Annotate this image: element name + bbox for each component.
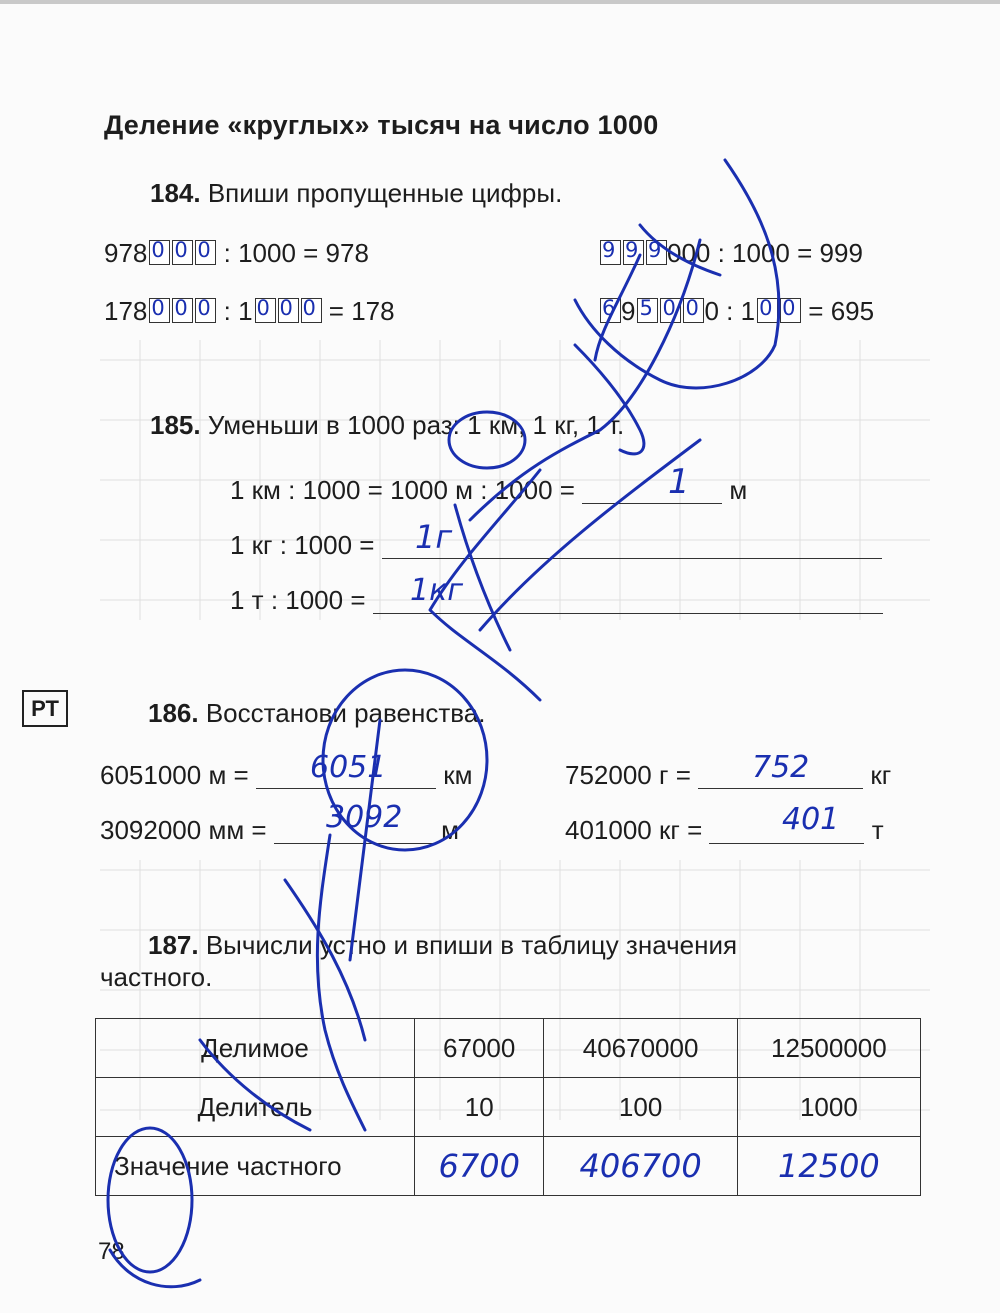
exercise-187-number: 187. (148, 930, 199, 960)
digit-box[interactable] (149, 298, 170, 323)
quotient-cell[interactable] (737, 1137, 920, 1196)
row-label-divisor: Делитель (96, 1078, 415, 1137)
quotient-cell[interactable] (415, 1137, 544, 1196)
table-row (96, 1019, 921, 1078)
box-digit: 0 (759, 296, 773, 320)
exercise-185-heading (150, 410, 624, 441)
box-digit: 9 (625, 238, 639, 262)
exercise-184-task: Впиши пропущенные цифры. (207, 178, 563, 208)
digit-box[interactable] (757, 298, 778, 323)
digit-box[interactable] (683, 298, 704, 323)
digit-box[interactable] (623, 240, 644, 265)
box-digit: 0 (256, 296, 270, 320)
ex184-row2-left (104, 296, 395, 327)
ex186-b-left: 752000 г = (565, 760, 691, 790)
ex186-c-left: 3092000 мм = (100, 815, 267, 845)
handwritten-answer: 401 (782, 802, 840, 837)
divisor-cell: 10 (415, 1078, 544, 1137)
ex186-c (100, 815, 459, 846)
handwritten-answer: 752 (752, 750, 810, 785)
handwritten-answer: 1 (668, 462, 690, 502)
ex185-line3 (230, 585, 883, 616)
ex184-row1-right (598, 238, 863, 269)
answer-blank[interactable] (582, 477, 722, 504)
page-top-edge (0, 0, 1000, 4)
ex184-row2-right (598, 296, 874, 327)
ex184-r2l-suffix: = 178 (328, 296, 395, 326)
box-digit: 0 (197, 238, 211, 262)
dividend-cell: 40670000 (544, 1019, 737, 1078)
ex185-line3-expr: 1 т : 1000 = (230, 585, 366, 615)
digit-box[interactable] (646, 240, 667, 265)
digit-box[interactable] (660, 298, 681, 323)
ex185-line2 (230, 530, 882, 561)
quotient-cell[interactable] (544, 1137, 737, 1196)
exercise-184-number: 184. (150, 178, 201, 208)
answer-blank[interactable] (382, 532, 882, 559)
ex186-c-unit: м (441, 815, 459, 845)
ex185-line2-expr: 1 кг : 1000 = (230, 530, 375, 560)
row-label-quotient: Значение частного (96, 1137, 415, 1196)
ex184-r1l-prefix: 978 (104, 238, 148, 268)
box-digit: 9 (648, 238, 662, 262)
box-digit: 0 (279, 296, 293, 320)
ex184-r2l-mid: : 1 (223, 296, 253, 326)
digit-box[interactable] (637, 298, 658, 323)
ex184-r2r-suffix: = 695 (808, 296, 875, 326)
box-digit: 0 (174, 296, 188, 320)
ex184-r2l-prefix: 178 (104, 296, 148, 326)
digit-box[interactable] (600, 298, 621, 323)
ex186-a (100, 760, 472, 791)
ex186-d-unit: т (871, 815, 884, 845)
exercise-185-task: Уменьши в 1000 раз: 1 км, 1 кг, 1 т. (207, 410, 625, 440)
exercise-185-number: 185. (150, 410, 201, 440)
digit-box[interactable] (195, 298, 216, 323)
box-digit: 0 (151, 296, 165, 320)
exercise-186-heading (148, 698, 485, 729)
digit-box[interactable] (172, 240, 193, 265)
digit-box[interactable] (278, 298, 299, 323)
divisor-cell: 100 (544, 1078, 737, 1137)
ex186-b (565, 760, 891, 791)
rt-label: РТ (22, 690, 68, 727)
ex184-r2r-mid2: 0 : 1 (704, 296, 756, 326)
box-digit: 6 (602, 296, 616, 320)
ex184-r1r-suffix: 000 : 1000 = 999 (667, 238, 863, 268)
box-digit: 0 (662, 296, 676, 320)
box-digit: 0 (302, 296, 316, 320)
handwritten-answer: 406700 (579, 1147, 702, 1185)
row-label-dividend: Делимое (96, 1019, 415, 1078)
exercise-187-task-line2: частного. (100, 962, 213, 992)
exercise-184-heading (150, 178, 562, 209)
digit-box[interactable] (149, 240, 170, 265)
quotient-table (95, 1018, 921, 1196)
ex184-r1l-suffix: : 1000 = 978 (223, 238, 369, 268)
handwritten-answer: 6700 (438, 1147, 520, 1185)
handwritten-answer: 3092 (326, 800, 403, 835)
divisor-cell: 1000 (737, 1078, 920, 1137)
exercise-187-heading (148, 930, 737, 961)
ex186-d-left: 401000 кг = (565, 815, 703, 845)
handwritten-answer: 1кг (410, 573, 463, 608)
ex184-r2r-mid: 9 (621, 296, 636, 326)
exercise-186-task: Восстанови равенства. (205, 698, 486, 728)
exercise-187-task-line1: Вычисли устно и впиши в таблицу значения (205, 930, 738, 960)
digit-box[interactable] (600, 240, 621, 265)
box-digit: 0 (782, 296, 796, 320)
dividend-cell: 12500000 (737, 1019, 920, 1078)
handwritten-answer: 12500 (777, 1147, 880, 1185)
ex185-line1-expr: 1 км : 1000 = 1000 м : 1000 = (230, 475, 575, 505)
ex186-a-left: 6051000 м = (100, 760, 249, 790)
box-digit: 9 (602, 238, 616, 262)
ex186-a-unit: км (443, 760, 473, 790)
page-title: Деление «круглых» тысяч на число 1000 (104, 110, 659, 140)
ex185-line1-unit: м (729, 475, 748, 505)
ex184-row1-left (104, 238, 369, 269)
digit-box[interactable] (780, 298, 801, 323)
page-number: 78 (98, 1238, 125, 1265)
box-digit: 0 (151, 238, 165, 262)
digit-box[interactable] (301, 298, 322, 323)
handwritten-answer: 1г (415, 518, 453, 556)
ex186-b-unit: кг (870, 760, 892, 790)
table-row (96, 1078, 921, 1137)
exercise-186-number: 186. (148, 698, 199, 728)
digit-box[interactable] (255, 298, 276, 323)
box-digit: 0 (174, 238, 188, 262)
box-digit: 5 (639, 296, 653, 320)
digit-box[interactable] (172, 298, 193, 323)
digit-box[interactable] (195, 240, 216, 265)
box-digit: 0 (685, 296, 699, 320)
table-row (96, 1137, 921, 1196)
handwritten-answer: 6051 (310, 750, 387, 785)
dividend-cell: 67000 (415, 1019, 544, 1078)
box-digit: 0 (197, 296, 211, 320)
